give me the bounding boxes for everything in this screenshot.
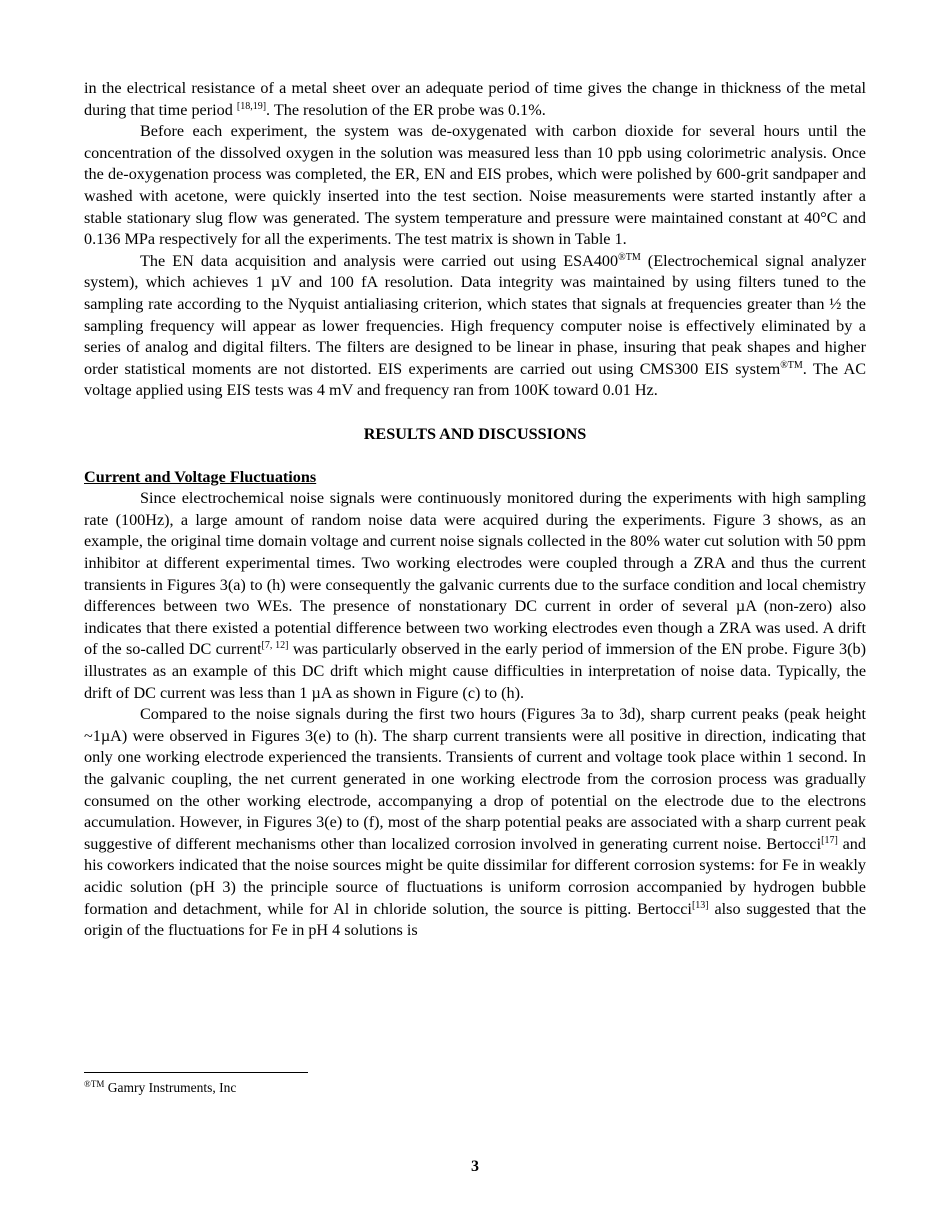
trademark-mark: ®TM (618, 251, 641, 263)
paragraph-current-peaks (84, 704, 866, 942)
subsection-heading: Current and Voltage Fluctuations (84, 467, 317, 486)
paragraph-noise-signals (84, 488, 866, 704)
paragraph-er-resolution (84, 78, 866, 121)
trademark-mark: ®TM (780, 359, 803, 371)
paragraph-text: The EN data acquisition and analysis were carried out using ESA400 (140, 251, 619, 270)
citation-ref: [17] (821, 834, 838, 846)
paragraph-text: was particularly observed in the early period of immersion of the EN probe. Figure 3(b) illustrates as an example of this DC drift which might cause difficulties in interpretation of noise data. Typically, the drift of DC current was less than 1 µA as shown in Figure (c) to (h). (84, 640, 866, 702)
paragraph-en-acquisition (84, 251, 866, 402)
trademark-mark: ®TM (84, 1079, 105, 1089)
citation-ref: [7, 12] (261, 640, 289, 652)
page-number: 3 (471, 1158, 479, 1175)
paragraph-deoxygenation: Before each experiment, the system was de-oxygenated with carbon dioxide for several hours until the concentration of the dissolved oxygen in the solution was measured less than 10 ppb using colorimetric analysis. Once the de-oxygenation process was completed, the ER, EN and EIS probes, which were polished by 600-grit sandpaper and washed with acetone, were quickly inserted into the test section. Noise measurements were started instantly after a stable stationary slug flow was generated. The system temperature and pressure were maintained constant at 40°C and 0.136 MPa respectively for all the experiments. The test matrix is shown in Table 1. (84, 122, 866, 249)
paragraph-text: also suggested that the origin of the fluctuations for Fe in pH 4 solutions is (84, 899, 866, 940)
paragraph-text: Compared to the noise signals during the first two hours (Figures 3a to 3d), sharp current peaks (peak height ~1µA) were observed in Figures 3(e) to (h). The sharp current transients were all positive in direction, indicating that only one working electrode experienced the transients. Transients of current and voltage took place within 1 second. In the galvanic coupling, the net current generated in one working electrode from the corrosion process was gradually consumed on the other working electrode, accompanying a drop of potential on the electrode due to the electrons accumulation. However, in Figures 3(e) to (f), most of the sharp potential peaks are associated with a sharp current peak suggestive of different mechanisms other than localized corrosion involved in generating current noise. Bertocci (84, 705, 866, 853)
footnote (84, 1080, 236, 1096)
paragraph-text: and his coworkers indicated that the noise sources might be quite dissimilar for different corrosion systems: for Fe in weakly acidic solution (pH 3) the principle source of fluctuations is uniform corrosion accompanied by hydrogen bubble formation and detachment, while for Al in chloride solution, the source is pitting. Bertocci (84, 834, 866, 918)
footnote-divider (84, 1072, 308, 1073)
paragraph-text: . The resolution of the ER probe was 0.1%. (266, 100, 546, 119)
page-body (84, 78, 866, 942)
section-heading: RESULTS AND DISCUSSIONS (363, 424, 587, 443)
paragraph-text: . The AC voltage applied using EIS tests was 4 mV and frequency ran from 100K toward 0.01 Hz. (84, 359, 867, 400)
citation-ref: [18,19] (236, 100, 267, 112)
paragraph-text: (Electrochemical signal analyzer system), which achieves 1 µV and 100 fA resolution. Data integrity was maintained by using filters tuned to the sampling rate according to the Nyquist antialiasing criterion, which states that signals at frequencies greater than ½ the sampling frequency will appear as lower frequencies. High frequency computer noise is effectively eliminated by a series of analog and digital filters. The filters are designed to be linear in phase, insuring that peak shapes and higher order statistical moments are not distorted. EIS experiments are carried out using CMS300 EIS system (84, 251, 866, 378)
citation-ref: [13] (691, 899, 709, 911)
paragraph-text: in the electrical resistance of a metal sheet over an adequate period of time gives the change in thickness of the metal during that time period (84, 79, 866, 119)
footnote-text: Gamry Instruments, Inc (104, 1080, 237, 1095)
paragraph-text: Since electrochemical noise signals were continuously monitored during the experiments with high sampling rate (100Hz), a large amount of random noise data were acquired during the experiments. Figure 3 shows, as an example, the original time domain voltage and current noise signals collected in the 80% water cut solution with 50 ppm inhibitor at different experimental times. Two working electrodes were coupled through a ZRA and thus the current transients in Figures 3(a) to (h) were consequently the galvanic currents due to the surface condition and local chemistry differences between two WEs. The presence of nonstationary DC current in order of several µA (non-zero) also indicates that there existed a potential difference between two working electrodes even though a ZRA was used. A drift of the so-called DC current (84, 489, 866, 659)
